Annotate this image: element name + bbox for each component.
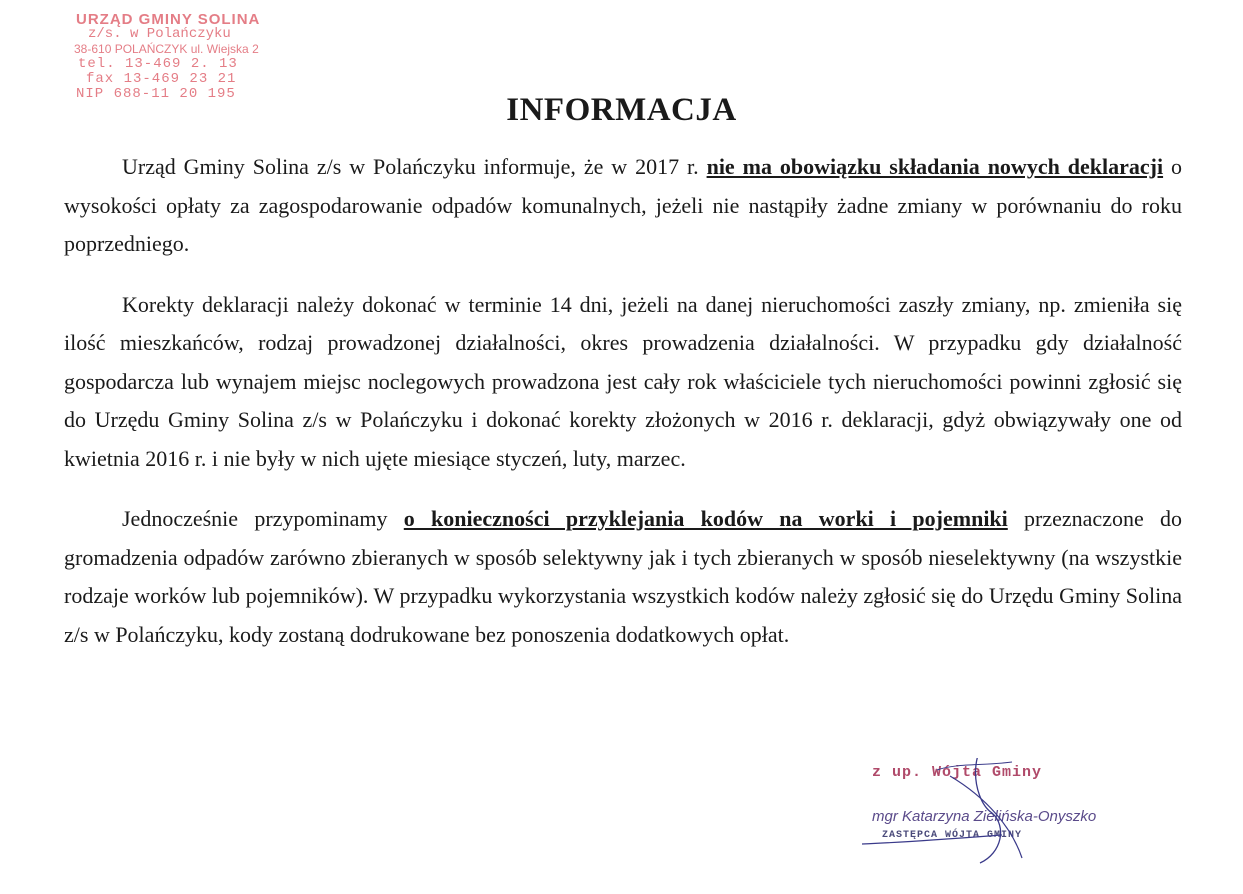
signature-name: mgr Katarzyna Zielińska-Onyszko	[872, 808, 1097, 825]
stamp-office-name: URZĄD GMINY SOLINA	[76, 11, 261, 28]
p1-emphasis: nie ma obowiązku składania nowych deklaracji	[706, 154, 1164, 179]
p3-text-before: Jednocześnie przypominamy	[122, 506, 404, 531]
p1-text-before: Urząd Gminy Solina z/s w Polańczyku informuje, że w 2017 r.	[122, 154, 707, 179]
p1-text-after: o wysokości opłaty za zagospodarowanie odpadów komunalnych, jeżeli nie nastąpiły żadne zmiany w porównaniu do roku poprzedniego.	[64, 154, 1183, 256]
signature-role: ZASTĘPCA WÓJTA GMINY	[882, 830, 1023, 841]
paragraph-2: Korekty deklaracji należy dokonać w terminie 14 dni, jeżeli na danej nieruchomości zaszły zmiany, np. zmieniła się ilość mieszkańców, rodzaj prowadzonej działalności, okres prowadzenia działalności. W przypadku gdy działalność gospodarcza lub wynajem miejsc noclegowych prowadzona jest cały rok właściciele tych nieruchomości powinni zgłosić się do Urzędu Gminy Solina z/s w Polańczyku i dokonać korekty złożonych w 2016 r. deklaracji, gdyż obwiązywały one od kwietnia 2016 r. i nie były w nich ujęte miesiące styczeń, luty, marzec.	[64, 291, 1182, 471]
document-body	[64, 148, 1182, 654]
signature-authority: z up. Wójta Gminy	[872, 764, 1043, 781]
stamp-nip: NIP 688-11 20 195	[76, 86, 236, 102]
stamp-address: 38-610 POLAŃCZYK ul. Wiejska 2	[74, 42, 259, 56]
stamp-seat: z/s. w Polańczyku	[88, 26, 231, 42]
signature-block	[862, 758, 1122, 868]
paragraph-3	[64, 500, 1182, 654]
office-stamp	[66, 12, 296, 102]
p3-emphasis: o konieczności przyklejania kodów na worki i pojemniki	[403, 506, 1008, 531]
stamp-phone: tel. 13-469 2. 13	[78, 56, 238, 72]
paragraph-1	[64, 148, 1182, 264]
handwritten-signature-icon	[862, 758, 1122, 868]
document-title: INFORMACJA	[506, 92, 737, 128]
p3-text-after: przeznaczone do gromadzenia odpadów zarówno zbieranych w sposób selektywny jak i tych zbieranych w sposób nieselektywny (na wszystkie rodzaje worków lub pojemników). W przypadku wykorzystania wszystkich kodów należy zgłosić się do Urzędu Gminy Solina z/s w Polańczyku, kody zostaną dodrukowane bez ponoszenia dodatkowych opłat.	[64, 506, 1182, 647]
stamp-fax: fax 13-469 23 21	[86, 71, 237, 87]
